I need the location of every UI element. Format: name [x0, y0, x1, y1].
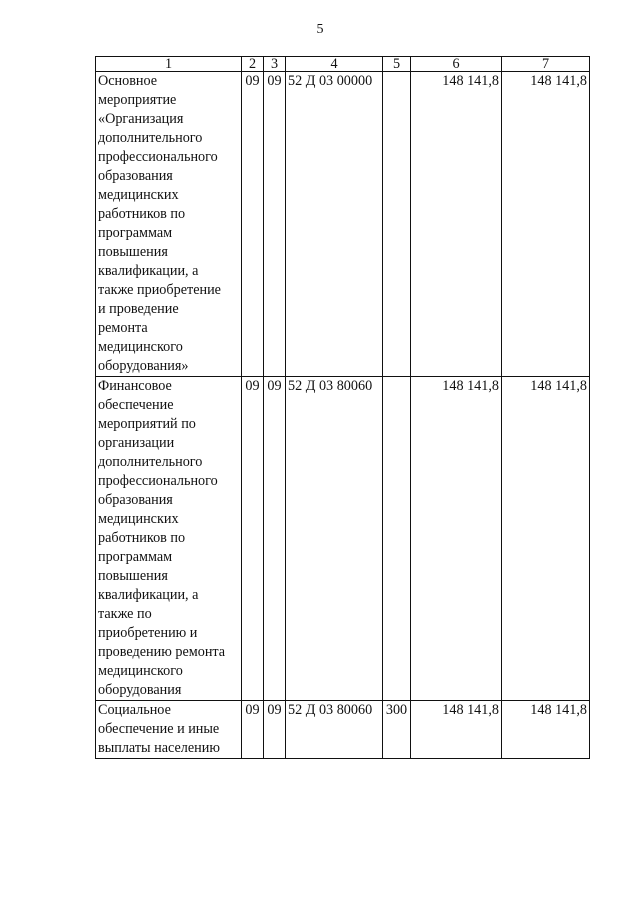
row-subsection-code: 09 [264, 72, 286, 377]
column-header-1: 1 [96, 57, 242, 72]
table-row [96, 72, 590, 377]
row-name: Финансовое обеспечение мероприятий по организации дополнительного профессионального образования медицинских работников по программам повышения квалификации, а также по приобретению и проведению ремонта медицинского оборудования [96, 377, 242, 701]
table-row [96, 701, 590, 759]
row-expense-type [383, 377, 411, 701]
column-header-7: 7 [502, 57, 590, 72]
column-header-2: 2 [242, 57, 264, 72]
row-expense-type: 300 [383, 701, 411, 759]
row-section-code: 09 [242, 701, 264, 759]
row-amount-col6: 148 141,8 [411, 72, 502, 377]
row-target-article: 52 Д 03 00000 [286, 72, 383, 377]
row-subsection-code: 09 [264, 377, 286, 701]
column-header-5: 5 [383, 57, 411, 72]
row-amount-col7: 148 141,8 [502, 72, 590, 377]
row-section-code: 09 [242, 72, 264, 377]
budget-table [95, 56, 590, 759]
row-amount-col7: 148 141,8 [502, 377, 590, 701]
column-header-6: 6 [411, 57, 502, 72]
row-target-article: 52 Д 03 80060 [286, 701, 383, 759]
row-name: Социальное обеспечение и иные выплаты населению [96, 701, 242, 759]
row-amount-col7: 148 141,8 [502, 701, 590, 759]
row-amount-col6: 148 141,8 [411, 377, 502, 701]
column-header-4: 4 [286, 57, 383, 72]
row-amount-col6: 148 141,8 [411, 701, 502, 759]
row-section-code: 09 [242, 377, 264, 701]
page-number: 5 [316, 22, 324, 37]
table-row [96, 377, 590, 701]
row-subsection-code: 09 [264, 701, 286, 759]
row-name: Основное мероприятие «Организация дополнительного профессионального образования медицинских работников по программам повышения квалификации, а также приобретение и проведение ремонта медицинского оборудования» [96, 72, 242, 377]
column-header-3: 3 [264, 57, 286, 72]
row-target-article: 52 Д 03 80060 [286, 377, 383, 701]
header-row [96, 57, 590, 72]
row-expense-type [383, 72, 411, 377]
